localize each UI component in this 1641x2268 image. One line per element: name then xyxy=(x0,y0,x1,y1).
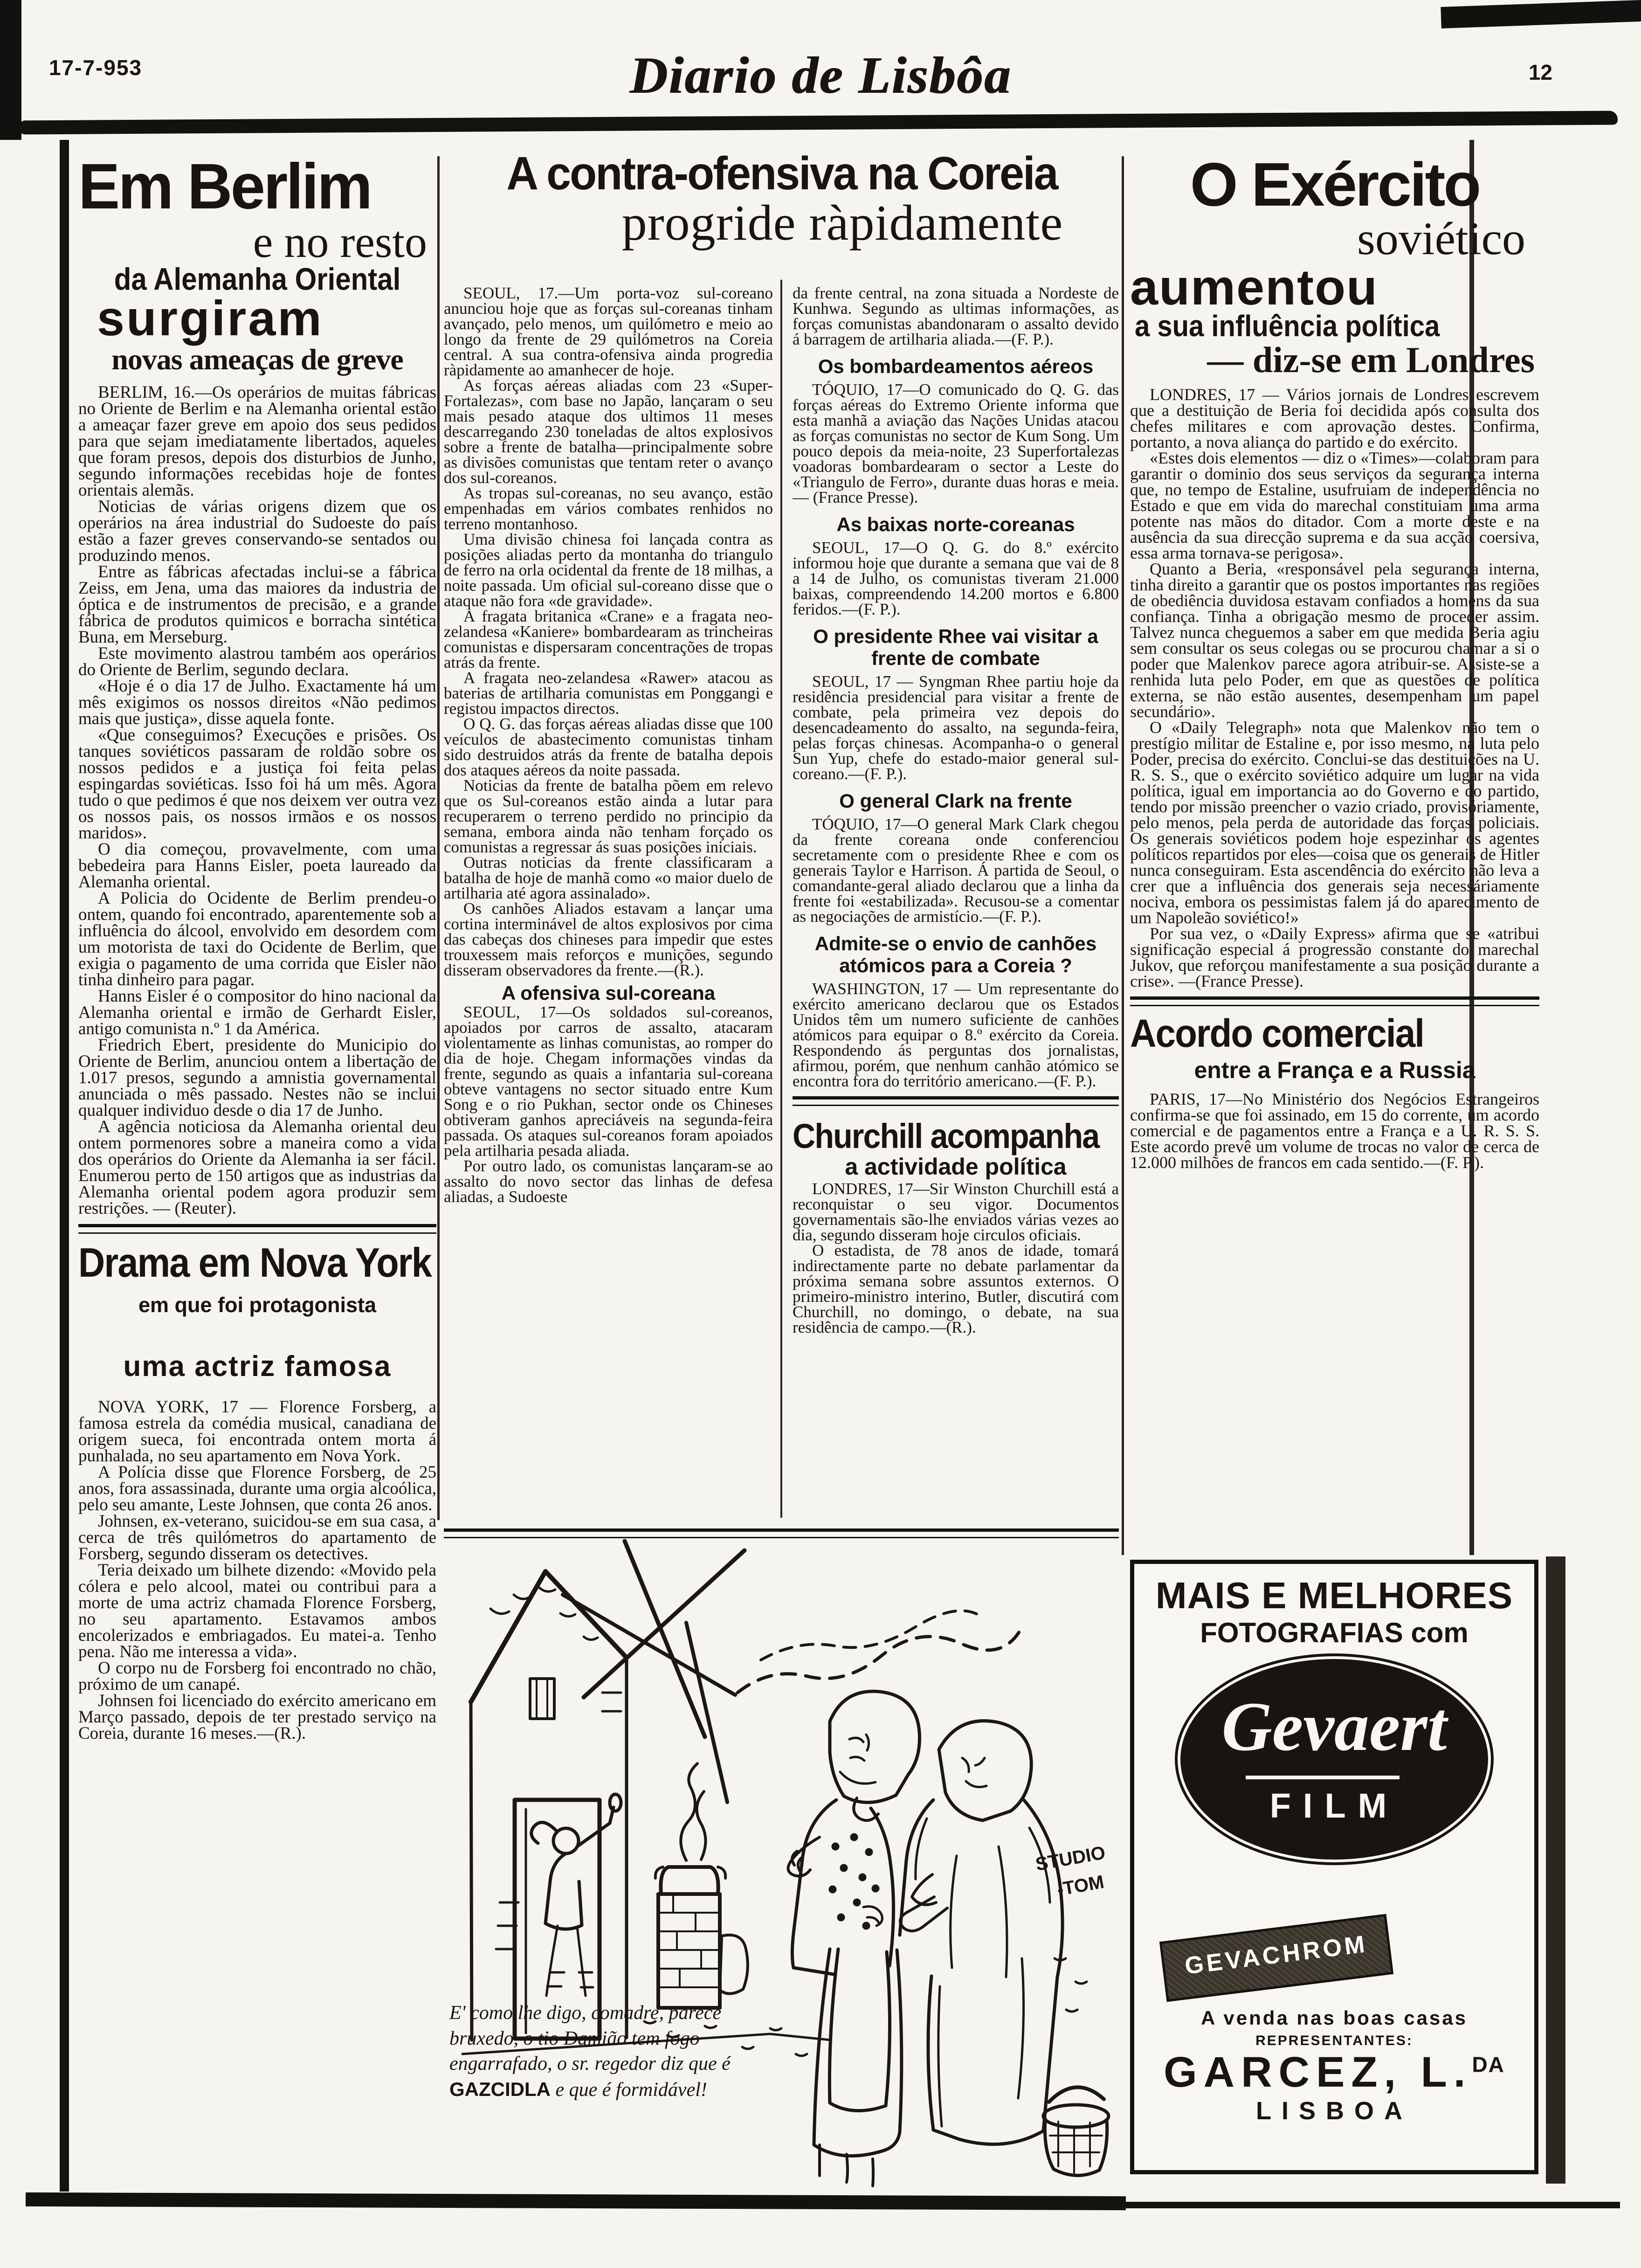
article-paragraph: Johnsen, ex-veterano, suicidou-se em sua casa, a cerca de três quilómetros do apartamento de Forsberg, segundo disseram os detectives. xyxy=(78,1511,436,1563)
headline-berlim-sub3: surgiram xyxy=(97,290,324,346)
article-body xyxy=(1130,1091,1539,1170)
headline-churchill: Churchill acompanha xyxy=(793,1117,1099,1156)
article-paragraph: Os canhões Aliados estavam a lançar uma cortina interminável de altos explosivos por cima das cabeças dos chineses para impedir que estes trouxessem mais reforços e munições, segundo disseram observadores da frente.—(R.). xyxy=(444,899,773,979)
cartoon-signature: -TOM xyxy=(1055,1871,1106,1900)
edition-date: 17-7-953 xyxy=(49,55,143,80)
article-paragraph: O corpo nu de Forsberg foi encontrado no chão, próximo de um canapé. xyxy=(78,1658,436,1694)
article-paragraph: LONDRES, 17 — Vários jornais de Londres escrevem que a destituição de Beria foi decidida após consulta dos chefes militares e com aprovação destes. Confirma, portanto, a nova aliança do partido e do exército. xyxy=(1130,385,1539,451)
article-paragraph: «Hoje é o dia 17 de Julho. Exactamente há um mês exigimos os nossos direitos «Não pedimos mais que justiça», disse aquela fonte. xyxy=(78,677,436,729)
cartoon-caption xyxy=(449,2000,776,2102)
headline-drama-sub2: uma actriz famosa xyxy=(123,1350,392,1383)
caption-brand: GAZCIDLA xyxy=(449,2078,551,2100)
headline-churchill-sub: a actividade política xyxy=(845,1153,1067,1180)
article-paragraph: O Q. G. das forças aéreas aliadas disse que 100 veículos de abastecimento comunistas tinham sido destruidos atrás da frente de batalha depois dos ataques aéreos da noite passada. xyxy=(444,715,773,779)
headline-berlim: Em Berlim xyxy=(78,154,371,222)
headline-coreia-line2: progride ràpidamente xyxy=(621,195,1063,251)
article-paragraph: SEOUL, 17.—Um porta-voz sul-coreano anunciou hoje que as forças sul-coreanas tinham avançado, pelo menos, um quilómetro e meio ao longo da frente de 29 quilómetros na Coreia central. A sua contra-ofensiva ainda progredia ràpidamente ao amanhecer de hoje. xyxy=(444,285,773,379)
company-suffix: DA xyxy=(1472,2052,1505,2077)
article-paragraph: LONDRES, 17—Sir Winston Churchill está a reconquistar o seu vigor. Documentos governamentais são-lhe enviados várias vezes ao dia, segundo disseram hoje circulos oficiais. xyxy=(793,1179,1119,1244)
headline-berlim-sub2: da Alemanha Oriental xyxy=(114,261,401,297)
article-paragraph: NOVA YORK, 17 — Florence Forsberg, a famosa estrela da comédia musical, canadiana de origem sueca, foi encontrada ontem morta á punhalada, no seu apartamento em Nova York. xyxy=(78,1397,436,1466)
scan-artifact xyxy=(0,0,21,140)
headline-acordo: Acordo comercial xyxy=(1130,1011,1424,1055)
headline-exercito-sub4: — diz-se em Londres xyxy=(1207,339,1535,380)
article-paragraph: SEOUL, 17—Os soldados sul-coreanos, apoiados por carros de assalto, atacaram violentamente as linhas comunistas, ao romper do dia de hoje. Chegam informações vindas da frente, segundo as quais a infantaria sul-coreana obteve vantagens no sector situado entre Kum Song e o rio Pukhan, sector onde os Chineses obtiveram ganhos apreciáveis na segunda-feira passada. Os ataques sul-coreanos foram apoiados pela artilharia pesada aliada. xyxy=(444,1003,773,1160)
article-paragraph: A Polícia disse que Florence Forsberg, de 25 anos, fora assassinada, durante uma orgia alcoólica, pelo seu amante, Leste Johnsen, que conta 26 anos. xyxy=(78,1462,436,1514)
article-paragraph: Por sua vez, o «Daily Express» afirma que se «atribui significação especial á progressão constante do marechal Jukov, que reforçou manifestamente a sua posição durante a crise». —(France Presse). xyxy=(1130,924,1539,990)
subhead-ofensiva-sul-coreana: A ofensiva sul-coreana xyxy=(501,982,716,1004)
page-border-left xyxy=(60,140,69,2192)
subhead-rhee: O presidente Rhee vai visitar a frente de combate xyxy=(813,625,1098,670)
headline-drama-sub1: em que foi protagonista xyxy=(138,1293,377,1317)
article-paragraph: A Policia do Ocidente de Berlim prendeu-o ontem, quando foi encontrado, aparentemente sob a influência do álcool, envolvido em desordem com um motorista de taxi do Ocidente de Berlim, que exigia o pagamento de uma corrida que Eisler não tinha dinheiro para pagar. xyxy=(78,889,436,990)
article-paragraph: Por outro lado, os comunistas lançaram-se ao assalto do novo sector das linhas de defesa aliadas, a Sudoeste xyxy=(444,1157,773,1206)
scan-artifact xyxy=(1546,1556,1565,2184)
article-paragraph: O estadista, de 78 anos de idade, tomará indirectamente parte no debate parlamentar da próxima semana sobre assuntos externos. O primeiro-ministro interino, Butler, discutirá com Churchill, no domingo, o debate, na sua residência de campo.—(R.). xyxy=(793,1241,1119,1336)
article-churchill xyxy=(793,1118,1119,1335)
page-number: 12 xyxy=(1528,60,1552,84)
article-paragraph: «Estes dois elementos — diz o «Times»—colaboram para garantir o dominio dos seus serviços da segurança interna que, no tempo de Estaline, usufruiam de independência no Estado e que em vida do marechal constituiam uma arma potente nas mãos do ditador. Com a morte deste e na ausência da sua direcção suprema e da sua acção coersiva, essa arma tornava-se perigosa». xyxy=(1130,448,1539,562)
ad-headline: MAIS E MELHORES xyxy=(1155,1575,1513,1616)
article-paragraph: SEOUL, 17 — Syngman Rhee partiu hoje da residência presidencial para visitar a frente de combate, pela primeira vez depois do desencadeamento do assalto, na segunda-feira, pelas forças chinesas. Acompanha-o o general Sun Yup, chefe do estado-maior general sul-coreano.—(F. P.). xyxy=(793,672,1119,783)
ad-subheadline: FOTOGRAFIAS com xyxy=(1200,1617,1469,1648)
article-paragraph: As tropas sul-coreanas, no seu avanço, estão empenhadas em vários combates renhidos no terreno montanhoso. xyxy=(444,484,773,533)
article-body xyxy=(1130,387,1539,989)
article-paragraph: Hanns Eisler é o compositor do hino nacional da Alemanha oriental e irmão de Gerhardt Eisler, antigo comunista n.º 1 da América. xyxy=(78,987,436,1039)
column-rule xyxy=(780,280,782,1518)
article-paragraph: A agência noticiosa da Alemanha oriental deu ontem pormenores sobre a maneira como a vida dos operários do Oriente da Alemanha ia ser fácil. Enumerou perto de 150 artigos que as industrias da Alemanha oriental podem agora produzir sem restrições. — (Reuter). xyxy=(78,1117,436,1218)
article-coreia-col2 xyxy=(793,285,1119,1519)
caption-text: e que é formidável! xyxy=(550,2079,707,2101)
article-paragraph: Noticias de várias origens dizem que os operários na área industrial do Sudoeste do país estão a fazer greves conservando-se sentados ou produzindo menos. xyxy=(78,497,436,566)
scan-artifact xyxy=(1441,0,1641,28)
headline-exercito-sub3: a sua influência política xyxy=(1135,309,1440,343)
headline-exercito-sub1: soviético xyxy=(1357,213,1525,264)
logo-underline xyxy=(1246,1776,1400,1779)
headline-acordo-sub: entre a França e a Russia xyxy=(1194,1057,1476,1083)
ad-city: LISBOA xyxy=(1255,2097,1413,2125)
article-paragraph: Noticias da frente de batalha põem em relevo que os Sul-coreanos estão ainda a lutar para recuperarem o terreno perdido no principio da semana, embora ainda não tenham forçado os comunistas a regressar ás suas posições iniciais. xyxy=(444,776,773,856)
headline-coreia-line1: A contra-ofensiva na Coreia xyxy=(506,147,1057,200)
gevaert-advertisement xyxy=(1130,1560,1538,2174)
article-paragraph: Outras noticias da frente classificaram a batalha de hoje de manhã como «o maior duelo de artilharia até agora assinalado». xyxy=(444,853,773,902)
gevachrom-film-box xyxy=(1159,1914,1393,2002)
gevachrom-label: GEVACHROM xyxy=(1183,1930,1369,1980)
headline-coreia xyxy=(444,147,1120,251)
caption-text: E' como lhe digo, comadre, parece bruxedo, o tio Damião tem fogo engarrafado, o sr. regedor diz que é xyxy=(449,2002,731,2075)
headline-exercito-sub2: aumentou xyxy=(1130,259,1379,315)
company-text: GARCEZ, L. xyxy=(1164,2048,1472,2096)
gevaert-film-label: FILM xyxy=(1269,1786,1399,1825)
article-paragraph: PARIS, 17—No Ministério dos Negócios Estrangeiros confirma-se que foi assinado, em 15 do corrente, um acordo comercial e de pagamentos entre a França e a U. R. S. S. Este acordo prevê um volume de trocas no valor de cerca de 12.000 milhões de francos em cada sentido.—(F. P.). xyxy=(1130,1089,1539,1172)
article-paragraph: A fragata neo-zelandesa «Rawer» atacou as baterias de artilharia comunistas em Ponggangi e registou impactos directos. xyxy=(444,669,773,718)
article-paragraph: SEOUL, 17—O Q. G. do 8.º exército informou hoje que durante a semana que vai de 8 a 14 de Julho, os comunistas tiveram 21.000 baixas, compreendendo 14.200 mortos e 6.800 feridos.—(F. P.). xyxy=(793,539,1119,619)
ad-company-name xyxy=(1134,2048,1534,2096)
article-paragraph: Entre as fábricas afectadas inclui-se a fábrica Zeiss, em Jena, uma das maiores da industria de óptica e de instrumentos de precisão, e a grande fábrica de produtos quimicos e borracha sintética Buna, em Merseburg. xyxy=(78,562,436,647)
article-paragraph: O dia começou, provavelmente, com uma bebedeira para Hanns Eisler, poeta laureado da Alemanha oriental. xyxy=(78,840,436,892)
headline-berlim-sub4: novas ameaças de greve xyxy=(111,342,403,376)
article-paragraph: Quanto a Beria, «responsável pela segurança interna, tinha direito a garantir que os postos importantes nas regiões de obediência duvidosa estavam confiados a homens da sua confiança. Tinha a obrigação mesmo de proceder assim. Talvez nunca cheguemos a saber em que medida Beria agiu sem consultar os seus colegas ou se procurou chamar a si o poder que Malenkov parece agora atribuir-se. Assiste-se a renhida luta pelo Poder, em que as questões de política externa, se não estão ausentes, desempenham um papel secundário». xyxy=(1130,559,1539,721)
article-paragraph: A fragata britanica «Crane» e a fragata neo-zelandesa «Kaniere» bombardearam as trincheiras comunistas e dispersaram concentrações de tropas atrás da frente. xyxy=(444,607,773,671)
editorial-cartoon xyxy=(444,1539,1119,2189)
article-paragraph: TÓQUIO, 17—O comunicado do Q. G. das forças aéreas do Extremo Oriente informa que esta manhã a aviação das Nações Unidas atacou as forças comunistas no sector de Kum Song. Um pouco depois da meia-noite, 23 Superfortalezas voadoras bombardearam o sector a Leste do «Triangulo de Ferro», durante duas horas e meia. — (France Presse). xyxy=(793,380,1119,507)
article-paragraph: da frente central, na zona situada a Nordeste de Kunhwa. Segundo as ultimas informações, as forças comunistas abandonaram o assalto devido á barragem de artilharia aliada.—(F. P.). xyxy=(793,285,1119,348)
subhead-baixas: As baixas norte-coreanas xyxy=(836,513,1075,536)
gevaert-logo xyxy=(1180,1659,1488,1860)
article-paragraph: Uma divisão chinesa foi lançada contra as posições aliadas perto da montanha do triangulo de ferro na orla ocidental da frente de 18 milhas, a noite passada. Um oficial sul-coreano disse que o ataque não fora «de gravidade». xyxy=(444,530,773,610)
subhead-bombardeamentos: Os bombardeamentos aéreos xyxy=(818,355,1094,377)
article-berlim xyxy=(78,154,436,2178)
article-paragraph: «Que conseguimos? Execuções e prisões. Os tanques soviéticos passaram de roldão sobre os nossos pedidos e a justiça foi feita pelas espingardas soviéticas. Isso foi há um mês. Agora tudo o que pedimos é que nos deixem ver outra vez os nossos pais, os nossos irmãos e os nossos maridos». xyxy=(78,726,436,843)
headline-exercito: O Exército xyxy=(1190,154,1480,219)
article-body xyxy=(78,384,436,1217)
top-rule xyxy=(19,111,1618,135)
article-paragraph: TÓQUIO, 17—O general Mark Clark chegou da frente coreana onde conferenciou secretamente com o presidente Rhee e com os generais Taylor e Harrison. Á partida de Seoul, o comandante-geral aliado declarou que a linha da frente foi «estabilizada». Recusou-se a comentar as negociações de armistício.—(F. P.). xyxy=(793,815,1119,926)
article-coreia-col1 xyxy=(444,285,773,1516)
column-rule xyxy=(437,156,440,1520)
article-paragraph: BERLIM, 16.—Os operários de muitas fábricas no Oriente de Berlim e na Alemanha oriental estão a ameaçar fazer greve em apoio dos seus pedidos para que sejam imediatamente libertados, aqueles que foram presos, depois dos disturbios de Junho, segundo informações recebidas hoje de fontes orientais alemãs. xyxy=(78,383,436,500)
article-paragraph: As forças aéreas aliadas com 23 «Super-Fortalezas», com base no Japão, lançaram o seu mais pesado ataque dos ultimos 11 meses descarregando 230 toneladas de altos explosivos sobre a frente de batalha—principalmente sobre as divisões comunistas que tentam reter o avanço dos sul-coreanos. xyxy=(444,376,773,487)
article-paragraph: Johnsen foi licenciado do exército americano em Março passado, depois de ter prestado serviço na Coreia, durante 16 meses.—(R.). xyxy=(78,1691,436,1743)
section-divider xyxy=(1130,996,1539,1006)
cartoon-signature: STUDIO xyxy=(1034,1842,1107,1875)
ad-representatives-label: REPRESENTANTES: xyxy=(1255,2033,1413,2048)
subhead-canhoes-atomicos: Admite-se o envio de canhões atómicos para a Coreia ? xyxy=(814,933,1097,977)
ad-tagline: A venda nas boas casas xyxy=(1200,2007,1468,2029)
masthead-title: Diario de Lisbôa xyxy=(629,47,1012,104)
ad-logo-area xyxy=(1134,1659,1534,2004)
article-drama xyxy=(78,1241,436,1741)
headline-berlim-sub1: e no resto xyxy=(253,216,427,267)
bottom-rule xyxy=(1126,2202,1620,2208)
subhead-clark: O general Clark na frente xyxy=(839,790,1072,812)
article-paragraph: O «Daily Telegraph» nota que Malenkov não tem o prestígio militar de Estaline e, por isso mesmo, na luta pelo Poder, precisa do exército. Conclui-se das destituições na U. R. S. S., que o exército soviético adquire um lugar na vida política, igual em importancia ao do Governo e do partido, tendo por missão preencher o vazio criado, provisóriamente, pelo menos, pela perda de autoridade das forças policiais. Os generais soviéticos podem hoje espezinhar os agentes políticos repartidos por eles—coisa que os generais de Hitler nunca conseguiram. Esta ascendência do exército não leva a crer que a influência dos generais seja necessáriamente nociva, embora os pessimistas falem já do aparecimento de um Napoleão soviético!» xyxy=(1130,718,1539,927)
column-rule xyxy=(1122,156,1124,1555)
article-body xyxy=(78,1399,436,1742)
article-paragraph: WASHINGTON, 17 — Um representante do exército americano declarou que os Estados Unidos têm um numero suficiente de canhões atómicos para equipar o 8.º exército da Coreia. Respondendo ás perguntas dos jornalistas, afirmou, porém, que nenhum canhão atómico se encontra fora do território americano.—(F. P.). xyxy=(793,980,1119,1091)
section-divider xyxy=(444,1528,1119,1538)
bottom-rule xyxy=(26,2192,1126,2210)
article-paragraph: Friedrich Ebert, presidente do Municipio do Oriente de Berlim, anunciou ontem a libertação de 1.017 presos, segundo a amnistia governamental anunciada o mês passado. Nestes não se inclui qualquer individuo desde o dia 17 de Junho. xyxy=(78,1036,436,1120)
article-acordo xyxy=(1130,1011,1539,1172)
article-paragraph: Teria deixado um bilhete dizendo: «Movido pela cólera e pelo alcool, matei ou contribui para a morte de uma actriz chamada Florence Forsberg, no seu apartamento. Estavamos ambos encolerizados e embriagados. Eu matei-a. Tenho pena. Não me interessa a vida». xyxy=(78,1560,436,1661)
headline-drama: Drama em Nova York xyxy=(78,1239,432,1286)
article-exercito xyxy=(1130,154,1539,1557)
section-divider xyxy=(78,1224,436,1234)
section-divider xyxy=(793,1096,1119,1106)
article-paragraph: Este movimento alastrou também aos operários do Oriente de Berlim, segundo declara. xyxy=(78,644,436,680)
gevaert-brand-script: Gevaert xyxy=(1221,1688,1447,1765)
